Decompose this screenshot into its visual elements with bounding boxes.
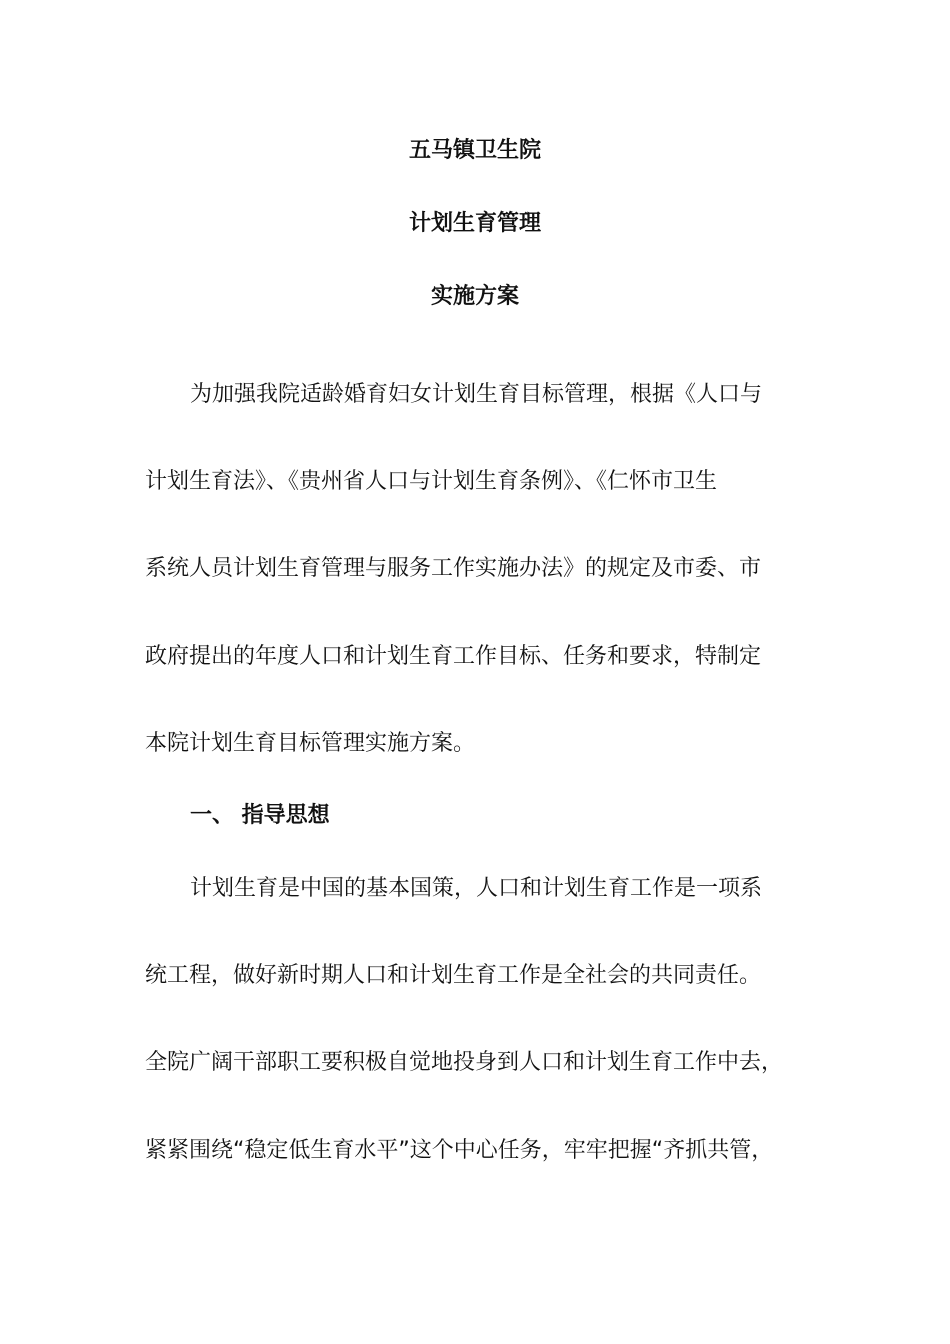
section-1-heading: 一、 指导思想	[190, 803, 330, 828]
paragraph-2-line-2: 统工程，做好新时期人口和计划生育工作是全社会的共同责任。	[145, 963, 762, 988]
paragraph-2-line-1: 计划生育是中国的基本国策，人口和计划生育工作是一项系	[190, 876, 763, 901]
doc-title-line-1: 五马镇卫生院	[408, 138, 541, 163]
paragraph-1-line-5: 本院计划生育目标管理实施方案。	[145, 731, 476, 756]
paragraph-1-line-1: 为加强我院适龄婚育妇女计划生育目标管理，根据《人口与	[190, 382, 763, 407]
paragraph-1-line-4: 政府提出的年度人口和计划生育工作目标、任务和要求，特制定	[145, 644, 762, 669]
doc-title-line-3: 实施方案	[430, 284, 519, 309]
paragraph-1-line-3: 系统人员计划生育管理与服务工作实施办法》的规定及市委、市	[145, 556, 762, 581]
paragraph-2-line-4: 紧紧围绕“稳定低生育水平”这个中心任务，牢牢把握“齐抓共管，	[145, 1138, 774, 1163]
paragraph-1-line-2: 计划生育法》、《贵州省人口与计划生育条例》、《仁怀市卫生	[145, 469, 718, 494]
doc-title-line-2: 计划生育管理	[408, 211, 541, 236]
paragraph-2-line-3: 全院广阔干部职工要积极自觉地投身到人口和计划生育工作中去，	[145, 1050, 784, 1075]
